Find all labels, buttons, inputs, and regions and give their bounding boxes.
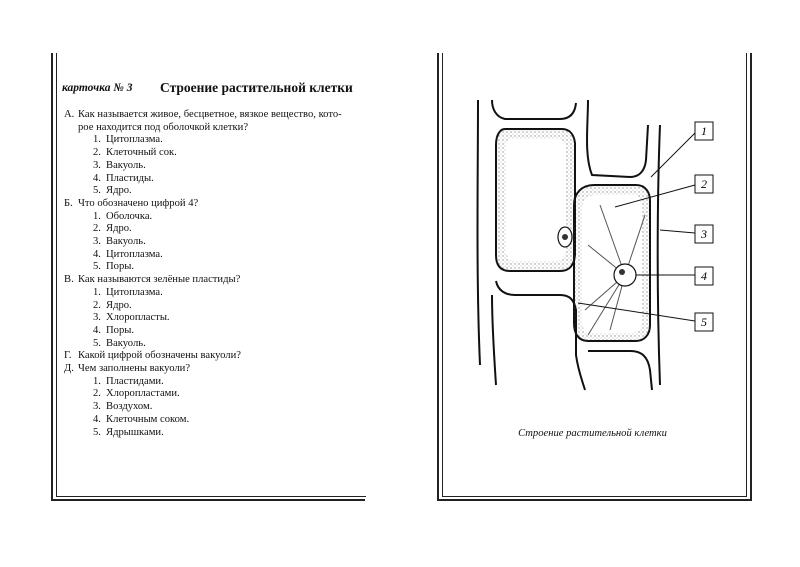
question bbox=[64, 109, 364, 122]
question bbox=[64, 198, 364, 211]
option-text: Ядрышками. bbox=[106, 426, 164, 438]
option-number: 2. bbox=[93, 223, 101, 235]
callout-label-2: 2 bbox=[701, 177, 707, 191]
answer-option bbox=[64, 325, 364, 338]
question-label: А. bbox=[64, 109, 75, 120]
question-label: Г. bbox=[64, 350, 72, 362]
option-number: 5. bbox=[93, 426, 101, 438]
option-number: 4. bbox=[93, 172, 101, 184]
option-number: 4. bbox=[93, 324, 101, 336]
nucleus bbox=[614, 264, 636, 286]
card-title: Строение растительной клетки bbox=[160, 80, 353, 95]
answer-option bbox=[64, 401, 364, 414]
answer-option bbox=[64, 249, 364, 262]
question-text: Какой цифрой обозначены вакуоли? bbox=[78, 350, 241, 362]
option-number: 3. bbox=[93, 159, 101, 171]
answer-option bbox=[64, 134, 364, 147]
answer-options bbox=[64, 211, 364, 275]
question bbox=[64, 363, 364, 376]
option-text: Пластиды. bbox=[106, 172, 154, 184]
answer-option bbox=[64, 312, 364, 325]
option-text: Цитоплазма. bbox=[106, 286, 163, 298]
answer-option bbox=[64, 376, 364, 389]
option-number: 5. bbox=[93, 261, 101, 273]
option-text: Цитоплазма. bbox=[106, 134, 163, 146]
option-text: Вакуоль. bbox=[106, 159, 146, 171]
option-text: Вакуоль. bbox=[106, 236, 146, 248]
plant-cell-diagram bbox=[470, 95, 730, 395]
question-label: Д. bbox=[64, 363, 74, 375]
callout-leaders bbox=[578, 133, 695, 321]
callout-box-1 bbox=[695, 122, 713, 140]
answer-option bbox=[64, 427, 364, 440]
answer-option bbox=[64, 223, 364, 236]
answer-option bbox=[64, 338, 364, 351]
question bbox=[64, 274, 364, 287]
option-text: Поры. bbox=[106, 261, 135, 273]
option-number: 5. bbox=[93, 337, 101, 349]
option-number: 5. bbox=[93, 185, 101, 197]
callout-box-4 bbox=[695, 267, 713, 285]
callout-label-4: 4 bbox=[701, 269, 707, 283]
question-text: Что обозначено цифрой 4? bbox=[78, 197, 199, 209]
answer-options bbox=[64, 134, 364, 198]
option-number: 1. bbox=[93, 210, 101, 222]
callout-label-3: 3 bbox=[701, 227, 707, 241]
option-number: 4. bbox=[93, 413, 101, 425]
answer-option bbox=[64, 287, 364, 300]
option-text: Хлоропластами. bbox=[106, 388, 180, 400]
question bbox=[64, 350, 364, 363]
question-label: Б. bbox=[64, 197, 73, 209]
answer-option bbox=[64, 160, 364, 173]
option-number: 2. bbox=[93, 147, 101, 159]
option-number: 3. bbox=[93, 312, 101, 324]
answer-option bbox=[64, 236, 364, 249]
card-header bbox=[62, 82, 362, 98]
option-text: Оболочка. bbox=[106, 210, 153, 222]
option-number: 1. bbox=[93, 286, 101, 298]
option-text: Цитоплазма. bbox=[106, 248, 163, 260]
option-text: Ядро. bbox=[106, 299, 132, 311]
option-text: Клеточный сок. bbox=[106, 147, 177, 159]
answer-option bbox=[64, 173, 364, 186]
figure-caption: Строение растительной клетки bbox=[518, 428, 667, 439]
option-text: Пластидами. bbox=[106, 375, 164, 387]
question-text-continuation: рое находится под оболочкой клетки? bbox=[78, 121, 249, 133]
question-text: Как называются зелёные пластиды? bbox=[78, 274, 241, 286]
option-number: 1. bbox=[93, 134, 101, 146]
question-text: Как называется живое, бесцветное, вязкое вещество, кото- bbox=[78, 109, 342, 120]
card-number: карточка № 3 bbox=[62, 82, 133, 94]
answer-options bbox=[64, 287, 364, 351]
answer-option bbox=[64, 261, 364, 274]
answer-option bbox=[64, 147, 364, 160]
option-number: 3. bbox=[93, 236, 101, 248]
callout-box-3 bbox=[695, 225, 713, 243]
option-number: 4. bbox=[93, 248, 101, 260]
option-number: 2. bbox=[93, 299, 101, 311]
callout-label-5: 5 bbox=[701, 315, 707, 329]
callout-label-1: 1 bbox=[701, 124, 707, 138]
option-text: Вакуоль. bbox=[106, 337, 146, 349]
option-text: Ядро. bbox=[106, 223, 132, 235]
answer-option bbox=[64, 414, 364, 427]
option-text: Клеточным соком. bbox=[106, 413, 190, 425]
option-number: 2. bbox=[93, 388, 101, 400]
option-text: Ядро. bbox=[106, 185, 132, 197]
answer-option bbox=[64, 211, 364, 224]
answer-option bbox=[64, 300, 364, 313]
callout-box-5 bbox=[695, 313, 713, 331]
question-text: Чем заполнены вакуоли? bbox=[78, 363, 191, 375]
option-text: Воздухом. bbox=[106, 401, 153, 413]
option-text: Хлоропласты. bbox=[106, 312, 170, 324]
answer-option bbox=[64, 185, 364, 198]
nucleolus-left-cell bbox=[562, 234, 568, 240]
callout-box-2 bbox=[695, 175, 713, 193]
question-label: В. bbox=[64, 274, 74, 286]
option-number: 3. bbox=[93, 401, 101, 413]
option-number: 1. bbox=[93, 375, 101, 387]
questions-block bbox=[64, 109, 364, 439]
option-text: Поры. bbox=[106, 324, 135, 336]
nucleolus bbox=[619, 269, 625, 275]
answer-options bbox=[64, 376, 364, 440]
answer-option bbox=[64, 388, 364, 401]
